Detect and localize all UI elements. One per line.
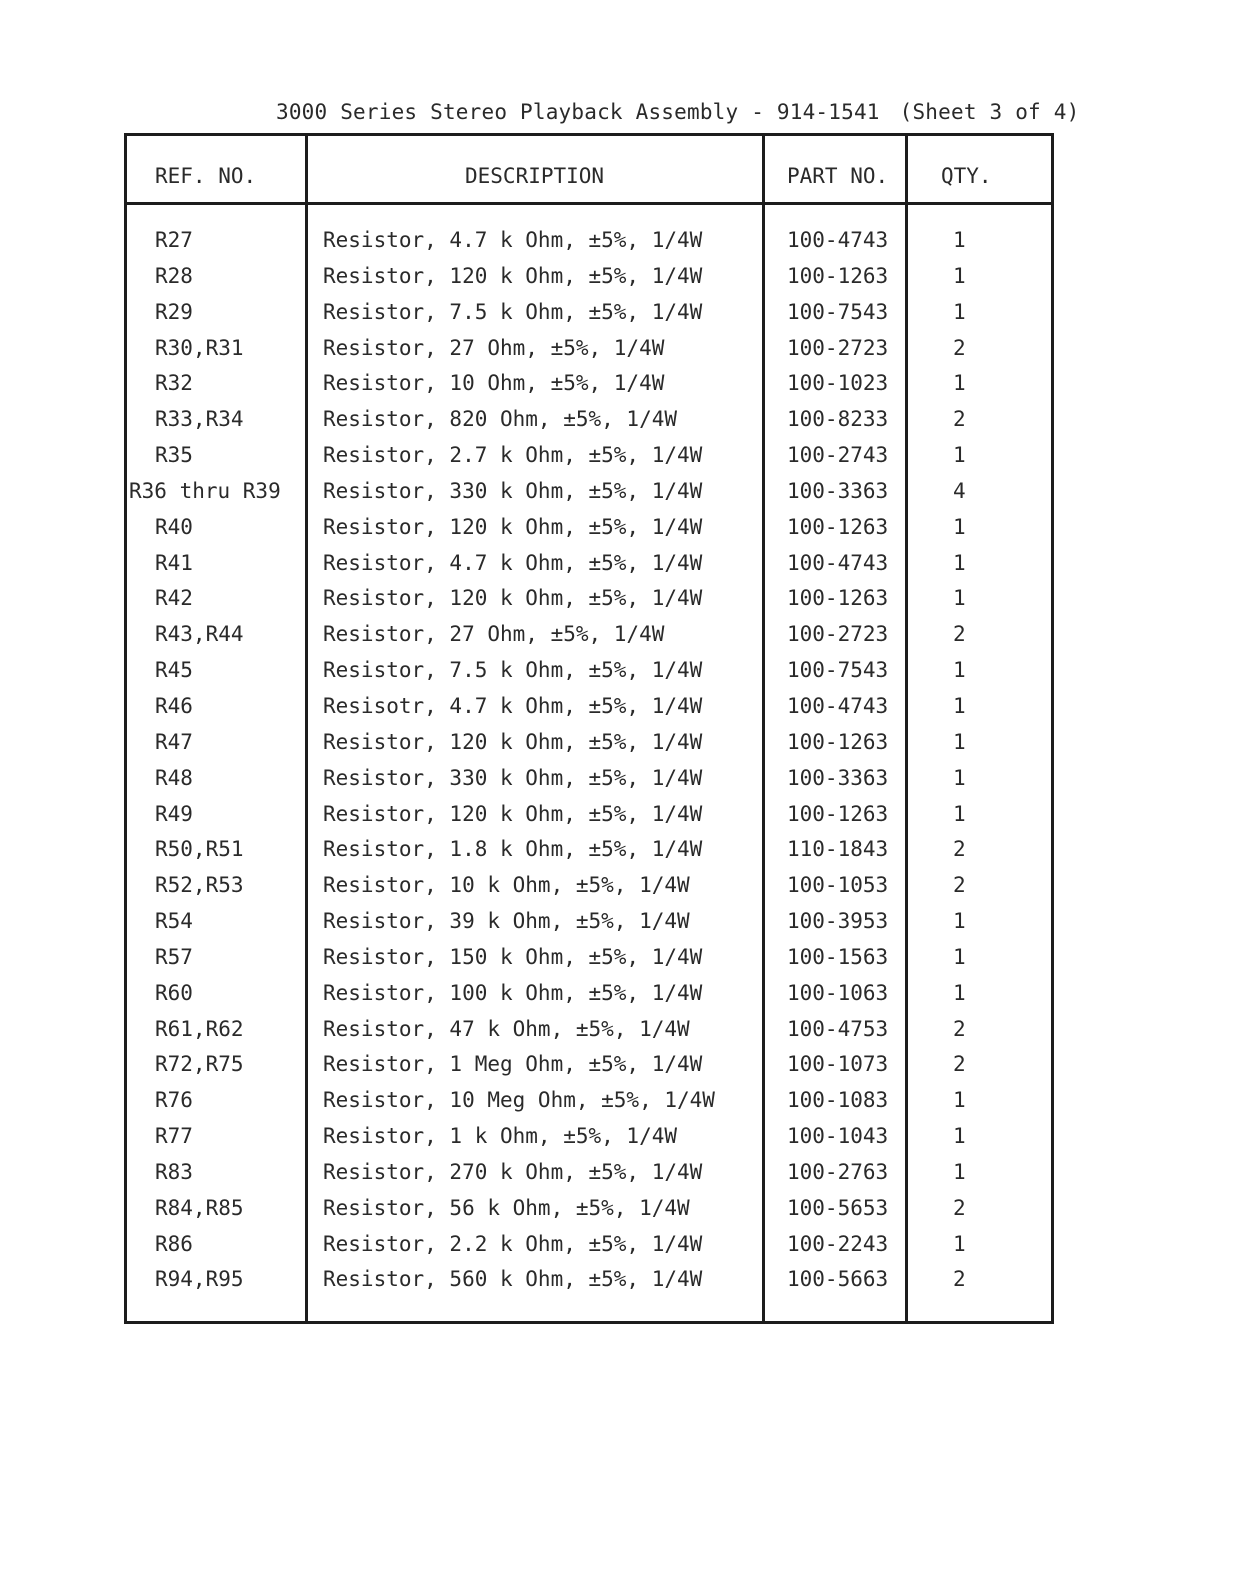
qty-cell: 2 — [953, 1016, 966, 1041]
ref-cell: R54 — [155, 909, 193, 934]
ref-cell: R45 — [155, 658, 193, 683]
ref-cell: R40 — [155, 514, 193, 539]
part-no-cell: 100-4753 — [787, 1016, 889, 1041]
table-body — [127, 228, 1051, 1303]
table-row — [127, 443, 1051, 479]
qty-cell: 1 — [953, 1159, 966, 1184]
table-row — [127, 694, 1051, 730]
table-row — [127, 802, 1051, 838]
part-no-cell: 100-2723 — [787, 622, 889, 647]
qty-cell: 1 — [953, 1088, 966, 1113]
part-no-cell: 100-1043 — [787, 1124, 889, 1149]
ref-cell: R35 — [155, 443, 193, 468]
description-cell: Resistor, 47 k Ohm, ±5%, 1/4W — [323, 1016, 690, 1041]
description-cell: Resistor, 150 k Ohm, ±5%, 1/4W — [323, 944, 703, 969]
ref-cell: R48 — [155, 765, 193, 790]
part-no-cell: 100-1263 — [787, 263, 889, 288]
part-no-cell: 110-1843 — [787, 837, 889, 862]
ref-cell: R84,R85 — [155, 1195, 244, 1220]
part-no-cell: 100-1263 — [787, 729, 889, 754]
part-no-cell: 100-1083 — [787, 1088, 889, 1113]
description-cell: Resistor, 2.2 k Ohm, ±5%, 1/4W — [323, 1231, 703, 1256]
description-cell: Resisotr, 4.7 k Ohm, ±5%, 1/4W — [323, 693, 703, 718]
page-title — [276, 100, 1079, 124]
part-no-cell: 100-1053 — [787, 873, 889, 898]
table-row — [127, 1124, 1051, 1160]
ref-cell: R29 — [155, 299, 193, 324]
ref-cell: R28 — [155, 263, 193, 288]
ref-cell: R60 — [155, 980, 193, 1005]
table-row — [127, 1088, 1051, 1124]
description-cell: Resistor, 560 k Ohm, ±5%, 1/4W — [323, 1267, 703, 1292]
ref-cell: R83 — [155, 1159, 193, 1184]
ref-cell: R76 — [155, 1088, 193, 1113]
part-no-cell: 100-7543 — [787, 299, 889, 324]
qty-cell: 1 — [953, 693, 966, 718]
table-row — [127, 837, 1051, 873]
ref-cell: R72,R75 — [155, 1052, 244, 1077]
table-row — [127, 479, 1051, 515]
description-cell: Resistor, 100 k Ohm, ±5%, 1/4W — [323, 980, 703, 1005]
description-cell: Resistor, 7.5 k Ohm, ±5%, 1/4W — [323, 658, 703, 683]
table-row — [127, 1196, 1051, 1232]
table-row — [127, 1052, 1051, 1088]
table-row — [127, 300, 1051, 336]
part-no-cell: 100-1063 — [787, 980, 889, 1005]
table-row — [127, 622, 1051, 658]
part-no-cell: 100-1073 — [787, 1052, 889, 1077]
description-cell: Resistor, 10 Meg Ohm, ±5%, 1/4W — [323, 1088, 715, 1113]
part-no-cell: 100-3953 — [787, 909, 889, 934]
table-row — [127, 658, 1051, 694]
sheet-indicator: (Sheet 3 of 4) — [899, 100, 1080, 124]
qty-cell: 1 — [953, 658, 966, 683]
qty-cell: 1 — [953, 263, 966, 288]
table-row — [127, 264, 1051, 300]
qty-cell: 1 — [953, 550, 966, 575]
description-cell: Resistor, 4.7 k Ohm, ±5%, 1/4W — [323, 228, 703, 252]
ref-cell: R32 — [155, 371, 193, 396]
table-row — [127, 945, 1051, 981]
description-cell: Resistor, 1.8 k Ohm, ±5%, 1/4W — [323, 837, 703, 862]
ref-cell: R77 — [155, 1124, 193, 1149]
qty-cell: 2 — [953, 622, 966, 647]
ref-cell: R52,R53 — [155, 873, 244, 898]
description-cell: Resistor, 27 Ohm, ±5%, 1/4W — [323, 622, 665, 647]
description-cell: Resistor, 820 Ohm, ±5%, 1/4W — [323, 407, 678, 432]
ref-cell: R49 — [155, 801, 193, 826]
description-cell: Resistor, 120 k Ohm, ±5%, 1/4W — [323, 801, 703, 826]
part-no-cell: 100-2763 — [787, 1159, 889, 1184]
table-row — [127, 371, 1051, 407]
header-divider — [127, 202, 1051, 205]
table-row — [127, 1267, 1051, 1303]
header-part-no: PART NO. — [787, 164, 889, 188]
description-cell: Resistor, 330 k Ohm, ±5%, 1/4W — [323, 765, 703, 790]
qty-cell: 2 — [953, 407, 966, 432]
qty-cell: 1 — [953, 371, 966, 396]
qty-cell: 1 — [953, 443, 966, 468]
qty-cell: 2 — [953, 837, 966, 862]
document-title: 3000 Series Stereo Playback Assembly - 914-1541 — [276, 100, 880, 124]
header-ref-no: REF. NO. — [155, 164, 257, 188]
table-row — [127, 336, 1051, 372]
description-cell: Resistor, 120 k Ohm, ±5%, 1/4W — [323, 586, 703, 611]
ref-cell: R86 — [155, 1231, 193, 1256]
description-cell: Resistor, 120 k Ohm, ±5%, 1/4W — [323, 514, 703, 539]
parts-table — [124, 133, 1054, 1324]
qty-cell: 1 — [953, 299, 966, 324]
part-no-cell: 100-1563 — [787, 944, 889, 969]
qty-cell: 1 — [953, 228, 966, 252]
part-no-cell: 100-3363 — [787, 478, 889, 503]
ref-cell: R57 — [155, 944, 193, 969]
table-row — [127, 551, 1051, 587]
qty-cell: 1 — [953, 909, 966, 934]
qty-cell: 1 — [953, 1231, 966, 1256]
part-no-cell: 100-3363 — [787, 765, 889, 790]
table-row — [127, 407, 1051, 443]
part-no-cell: 100-8233 — [787, 407, 889, 432]
qty-cell: 1 — [953, 944, 966, 969]
header-description: DESCRIPTION — [465, 164, 605, 188]
qty-cell: 2 — [953, 1267, 966, 1292]
description-cell: Resistor, 120 k Ohm, ±5%, 1/4W — [323, 729, 703, 754]
ref-cell: R61,R62 — [155, 1016, 244, 1041]
part-no-cell: 100-4743 — [787, 228, 889, 252]
description-cell: Resistor, 10 k Ohm, ±5%, 1/4W — [323, 873, 690, 898]
table-row — [127, 981, 1051, 1017]
ref-cell: R33,R34 — [155, 407, 244, 432]
ref-cell: R27 — [155, 228, 193, 252]
table-row — [127, 228, 1051, 264]
part-no-cell: 100-2243 — [787, 1231, 889, 1256]
ref-cell: R94,R95 — [155, 1267, 244, 1292]
qty-cell: 2 — [953, 1195, 966, 1220]
qty-cell: 1 — [953, 514, 966, 539]
table-row — [127, 909, 1051, 945]
header-qty: QTY. — [941, 164, 992, 188]
ref-cell: R43,R44 — [155, 622, 244, 647]
table-row — [127, 586, 1051, 622]
table-row — [127, 766, 1051, 802]
part-no-cell: 100-1023 — [787, 371, 889, 396]
part-no-cell: 100-1263 — [787, 586, 889, 611]
part-no-cell: 100-1263 — [787, 801, 889, 826]
qty-cell: 1 — [953, 980, 966, 1005]
description-cell: Resistor, 4.7 k Ohm, ±5%, 1/4W — [323, 550, 703, 575]
qty-cell: 1 — [953, 1124, 966, 1149]
description-cell: Resistor, 39 k Ohm, ±5%, 1/4W — [323, 909, 690, 934]
description-cell: Resistor, 1 Meg Ohm, ±5%, 1/4W — [323, 1052, 703, 1077]
table-row — [127, 1017, 1051, 1053]
qty-cell: 2 — [953, 335, 966, 360]
part-no-cell: 100-1263 — [787, 514, 889, 539]
qty-cell: 1 — [953, 729, 966, 754]
ref-cell: R41 — [155, 550, 193, 575]
part-no-cell: 100-5663 — [787, 1267, 889, 1292]
ref-cell: R46 — [155, 693, 193, 718]
ref-cell: R30,R31 — [155, 335, 244, 360]
description-cell: Resistor, 330 k Ohm, ±5%, 1/4W — [323, 478, 703, 503]
part-no-cell: 100-2743 — [787, 443, 889, 468]
table-row — [127, 1160, 1051, 1196]
part-no-cell: 100-4743 — [787, 693, 889, 718]
part-no-cell: 100-7543 — [787, 658, 889, 683]
part-no-cell: 100-2723 — [787, 335, 889, 360]
ref-cell: R50,R51 — [155, 837, 244, 862]
description-cell: Resistor, 2.7 k Ohm, ±5%, 1/4W — [323, 443, 703, 468]
part-no-cell: 100-5653 — [787, 1195, 889, 1220]
qty-cell: 4 — [953, 478, 966, 503]
description-cell: Resistor, 27 Ohm, ±5%, 1/4W — [323, 335, 665, 360]
part-no-cell: 100-4743 — [787, 550, 889, 575]
description-cell: Resistor, 120 k Ohm, ±5%, 1/4W — [323, 263, 703, 288]
description-cell: Resistor, 270 k Ohm, ±5%, 1/4W — [323, 1159, 703, 1184]
description-cell: Resistor, 10 Ohm, ±5%, 1/4W — [323, 371, 665, 396]
qty-cell: 1 — [953, 801, 966, 826]
description-cell: Resistor, 1 k Ohm, ±5%, 1/4W — [323, 1124, 678, 1149]
description-cell: Resistor, 7.5 k Ohm, ±5%, 1/4W — [323, 299, 703, 324]
qty-cell: 2 — [953, 873, 966, 898]
table-row — [127, 515, 1051, 551]
qty-cell: 1 — [953, 765, 966, 790]
description-cell: Resistor, 56 k Ohm, ±5%, 1/4W — [323, 1195, 690, 1220]
ref-cell: R42 — [155, 586, 193, 611]
table-row — [127, 1232, 1051, 1268]
qty-cell: 1 — [953, 586, 966, 611]
table-row — [127, 873, 1051, 909]
table-row — [127, 730, 1051, 766]
ref-cell: R47 — [155, 729, 193, 754]
qty-cell: 2 — [953, 1052, 966, 1077]
ref-cell: R36 thru R39 — [129, 478, 281, 503]
